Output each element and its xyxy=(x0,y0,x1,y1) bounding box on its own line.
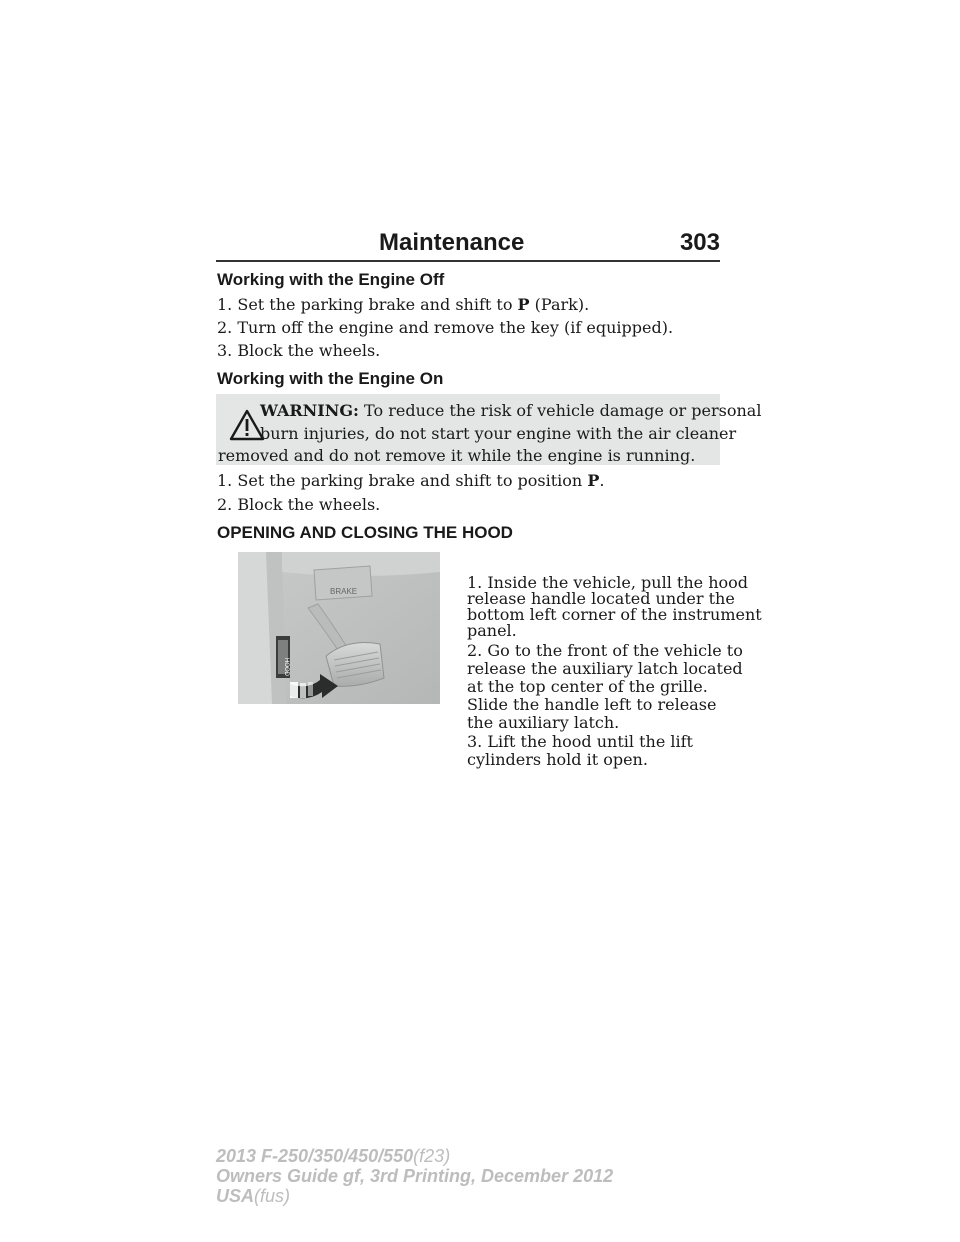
footer-model-line: 2013 F-250/350/450/550(f23) xyxy=(216,1146,451,1166)
hood-step-3 xyxy=(467,733,693,769)
hood-step-1-line: 1. Inside the vehicle, pull the hood xyxy=(467,573,749,592)
warning-line-2: burn injuries, do not start your engine with the air cleaner xyxy=(260,424,737,443)
footer-market-line: USA(fus) xyxy=(216,1186,291,1206)
heading-engine-on: Working with the Engine On xyxy=(217,369,444,388)
footer-guide-line: Owners Guide gf, 3rd Printing, December 2012 xyxy=(216,1166,614,1186)
hood-step-2-line: Slide the handle left to release xyxy=(467,695,717,714)
engine-off-step-1: 1. Set the parking brake and shift to P (Park). xyxy=(217,295,590,314)
hood-step-2-line: release the auxiliary latch located xyxy=(467,659,743,678)
engine-on-step-2: 2. Block the wheels. xyxy=(217,495,381,514)
warning-box xyxy=(216,394,762,465)
hood-step-1-line: release handle located under the xyxy=(467,589,735,608)
hood-step-3-line: 3. Lift the hood until the lift xyxy=(467,732,693,751)
header-rule xyxy=(216,260,720,262)
engine-off-step-3: 3. Block the wheels. xyxy=(217,341,381,360)
hood-step-2-line: 2. Go to the front of the vehicle to xyxy=(467,641,743,660)
hood-label: HOOD xyxy=(283,658,289,676)
hood-step-2 xyxy=(467,642,743,732)
warning-line-3: removed and do not remove it while the engine is running. xyxy=(218,446,696,465)
heading-engine-off: Working with the Engine Off xyxy=(217,270,445,289)
page-number: 303 xyxy=(679,229,720,256)
heading-hood: OPENING AND CLOSING THE HOOD xyxy=(217,523,513,542)
hood-step-1 xyxy=(467,575,762,639)
page-section-title: Maintenance xyxy=(379,229,525,256)
footer xyxy=(216,1146,613,1206)
warning-line-1: WARNING: To reduce the risk of vehicle damage or personal xyxy=(260,401,762,420)
hood-step-2-line: at the top center of the grille. xyxy=(467,677,708,696)
hood-step-1-line: bottom left corner of the instrument xyxy=(467,605,762,624)
engine-off-step-2: 2. Turn off the engine and remove the key (if equipped). xyxy=(217,318,674,337)
hood-step-3-line: cylinders hold it open. xyxy=(467,750,648,769)
engine-on-step-1: 1. Set the parking brake and shift to position P. xyxy=(217,471,605,490)
hood-step-2-line: the auxiliary latch. xyxy=(467,713,620,732)
brake-label: BRAKE xyxy=(330,587,358,596)
hood-step-1-line: panel. xyxy=(467,621,517,640)
hood-release-illustration xyxy=(238,552,440,704)
